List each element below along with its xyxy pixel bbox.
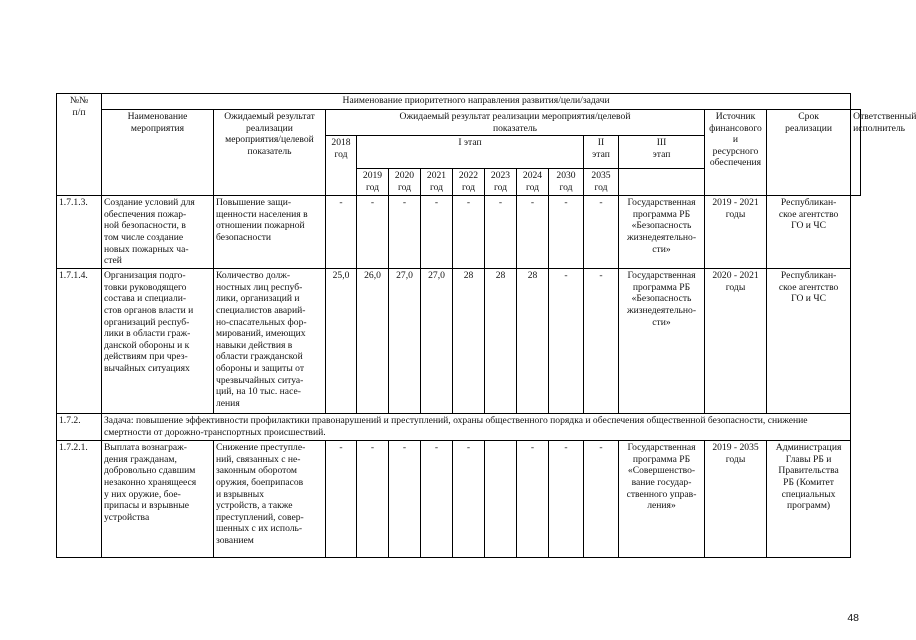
responsible-executor: Республикан- ское агентство ГО и ЧС xyxy=(767,196,851,269)
implementation-term: 2019 - 2035 годы xyxy=(705,441,767,558)
row-number: 1.7.1.4. xyxy=(57,269,102,414)
table-row xyxy=(57,441,861,558)
value-cell: - xyxy=(584,269,619,414)
name-header: Наименование мероприятия xyxy=(102,110,214,196)
stage3-header: III этап xyxy=(619,136,705,169)
term-header: Срок реализации xyxy=(767,110,851,196)
value-cell: - xyxy=(421,196,453,269)
value-cell: 28 xyxy=(485,269,517,414)
header-row-2 xyxy=(57,110,861,136)
value-cell: 28 xyxy=(517,269,549,414)
year-2018-header: 2018 год xyxy=(326,136,357,196)
year-header: 2023 год xyxy=(485,169,517,196)
value-cell: - xyxy=(389,441,421,558)
year-header: 2024 год xyxy=(517,169,549,196)
year-header: 2019 год xyxy=(357,169,389,196)
year-header: 2035 год xyxy=(584,169,619,196)
measures-table xyxy=(56,93,916,558)
task-row xyxy=(57,414,861,441)
indicator-header: Ожидаемый результат реализации мероприятия/целевой показатель xyxy=(326,110,705,136)
table-row xyxy=(57,196,861,269)
funding-source: Государственная программа РБ «Безопасность жизнедеятельно- сти» xyxy=(619,196,705,269)
implementation-term: 2019 - 2021 годы xyxy=(705,196,767,269)
responsible-executor: Республикан- ское агентство ГО и ЧС xyxy=(767,269,851,414)
stage1-header: I этап xyxy=(357,136,584,169)
funding-source: Государственная программа РБ «Безопасность жизнедеятельно- сти» xyxy=(619,269,705,414)
task-text: Задача: повышение эффективности профилактики правонарушений и преступлений, охраны общественного порядка и обеспечения общественной безопасности, снижение смертности от дорожно-транспортных происшествий. xyxy=(102,414,851,441)
value-cell: 26,0 xyxy=(357,269,389,414)
table-row xyxy=(57,269,861,414)
responsible-executor: Администрация Главы РБ и Правительства РБ (Комитет специальных программ) xyxy=(767,441,851,558)
value-cell: 25,0 xyxy=(326,269,357,414)
measure-name: Выплата вознаграж- дения гражданам, добровольно сдавшим незаконно хранящееся у них оружие, бое- припасы и взрывные устройства xyxy=(102,441,214,558)
num-header: №№ п/п xyxy=(57,94,102,196)
row-number: 1.7.1.3. xyxy=(57,196,102,269)
value-cell: - xyxy=(584,196,619,269)
value-cell: 27,0 xyxy=(421,269,453,414)
value-cell: - xyxy=(389,196,421,269)
value-cell: - xyxy=(549,269,584,414)
measure-name: Организация подго- товки руководящего состава и специали- стов органов власти и организаций респуб- лики в области граж- данской обороны и к действиям при чрез- вычайных ситуациях xyxy=(102,269,214,414)
responsible-header: Ответственный исполнитель xyxy=(851,110,861,196)
measure-name: Создание условий для обеспечения пожар- ной безопасности, в том числе создание новых пожарных ча- стей xyxy=(102,196,214,269)
value-cell: - xyxy=(421,441,453,558)
value-cell: - xyxy=(549,196,584,269)
expected-result-header: Ожидаемый результат реализации мероприятия/целевой показатель xyxy=(214,110,326,196)
page-number: 48 xyxy=(847,612,859,624)
value-cell: - xyxy=(584,441,619,558)
value-cell: - xyxy=(453,441,485,558)
stage2-header: II этап xyxy=(584,136,619,169)
value-cell: - xyxy=(326,196,357,269)
value-cell: - xyxy=(357,441,389,558)
value-cell: - xyxy=(485,196,517,269)
expected-result: Повышение защи- щенности населения в отношении пожарной безопасности xyxy=(214,196,326,269)
value-cell: 27,0 xyxy=(389,269,421,414)
direction-title-header: Наименование приоритетного направления развития/цели/задачи xyxy=(102,94,851,110)
year-header: 2030 год xyxy=(549,169,584,196)
value-cell: - xyxy=(549,441,584,558)
value-cell xyxy=(485,441,517,558)
year-header: 2021 год xyxy=(421,169,453,196)
header-row-1 xyxy=(57,94,861,110)
row-number: 1.7.2.1. xyxy=(57,441,102,558)
expected-result: Снижение преступле- ний, связанных с не- законным оборотом оружия, боеприпасов и взрывных устройств, а также преступлений, совер- шенных с их исполь- зованием xyxy=(214,441,326,558)
value-cell: 28 xyxy=(453,269,485,414)
task-number: 1.7.2. xyxy=(57,414,102,441)
expected-result: Количество долж- ностных лиц респуб- лики, организаций и специалистов аварий- но-спасательных фор- мирований, имеющих навыки действия в области гражданской обороны и защиты от чрезвычайных ситуа- ций, на 10 тыс. насе- ления xyxy=(214,269,326,414)
value-cell: - xyxy=(517,441,549,558)
value-cell: - xyxy=(517,196,549,269)
funding-source: Государственная программа РБ «Совершенство- вание государ- ственного управ- ления» xyxy=(619,441,705,558)
year-header: 2022 год xyxy=(453,169,485,196)
implementation-term: 2020 - 2021 годы xyxy=(705,269,767,414)
value-cell: - xyxy=(326,441,357,558)
value-cell: - xyxy=(357,196,389,269)
source-header: Источник финансового и ресурсного обеспечения xyxy=(705,110,767,196)
value-cell: - xyxy=(453,196,485,269)
year-header: 2020 год xyxy=(389,169,421,196)
